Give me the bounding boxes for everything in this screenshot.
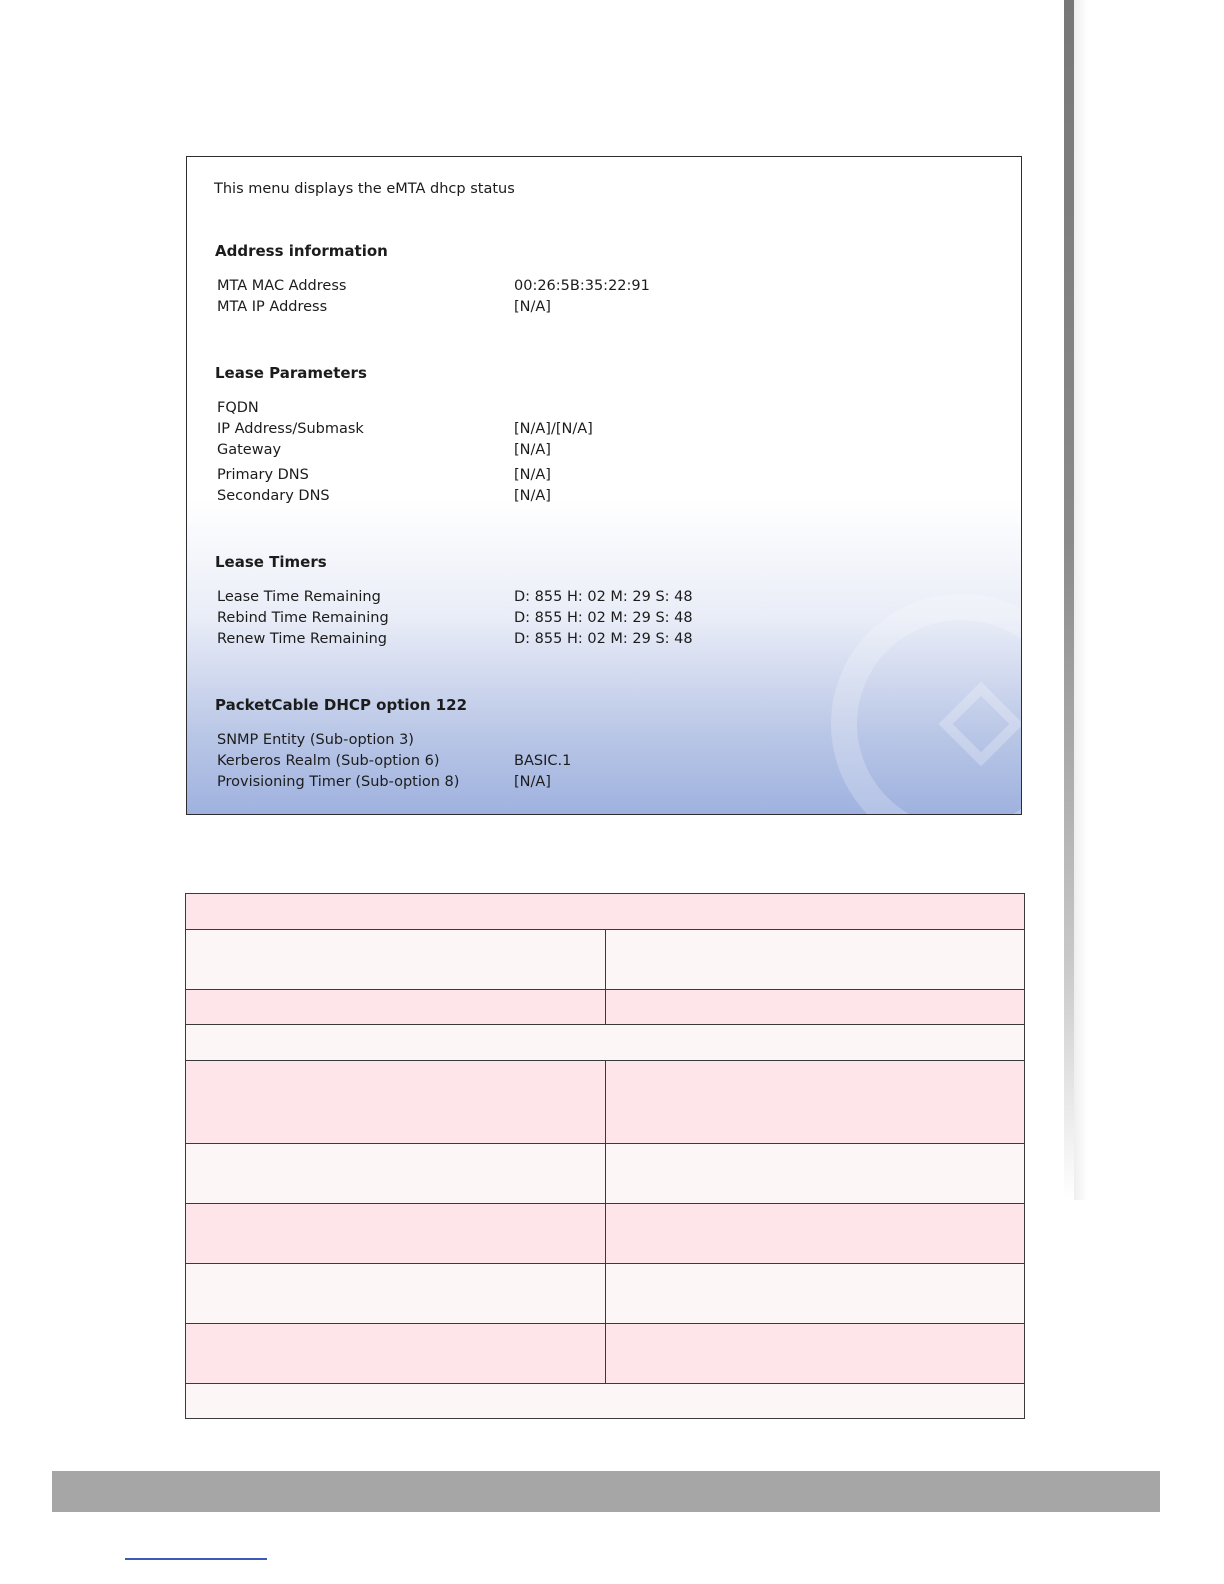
value-gateway: [N/A] bbox=[514, 442, 551, 458]
label-ip-submask: IP Address/Submask bbox=[217, 421, 364, 437]
label-kerberos-realm: Kerberos Realm (Sub-option 6) bbox=[217, 753, 440, 769]
label-renew-time: Renew Time Remaining bbox=[217, 631, 388, 647]
value-mta-ip: [N/A] bbox=[514, 299, 551, 315]
table-cell bbox=[605, 1204, 1025, 1264]
table-row bbox=[186, 1144, 1025, 1204]
value-rebind-time: D: 855 H: 02 M: 29 S: 48 bbox=[514, 610, 693, 626]
table-row bbox=[186, 1324, 1025, 1384]
label-provisioning-timer: Provisioning Timer (Sub-option 8) bbox=[217, 774, 460, 790]
table-cell bbox=[605, 1264, 1025, 1324]
table-cell bbox=[186, 1264, 606, 1324]
value-mta-mac: 00:26:5B:35:22:91 bbox=[514, 278, 650, 294]
value-ip-submask: [N/A]/[N/A] bbox=[514, 421, 593, 437]
table-row bbox=[186, 1025, 1025, 1061]
value-provisioning-timer: [N/A] bbox=[514, 774, 551, 790]
table-cell bbox=[605, 1144, 1025, 1204]
table-row bbox=[186, 894, 1025, 930]
table-cell bbox=[186, 930, 606, 990]
footer-bar bbox=[52, 1471, 1160, 1512]
table-row bbox=[186, 1061, 1025, 1144]
table-cell bbox=[186, 1204, 606, 1264]
table-row bbox=[186, 990, 1025, 1025]
emta-dhcp-status-screenshot bbox=[186, 156, 1022, 815]
side-rule bbox=[1064, 0, 1074, 1200]
label-snmp-entity: SNMP Entity (Sub-option 3) bbox=[217, 732, 414, 748]
side-rule-shadow bbox=[1074, 0, 1088, 1200]
value-secondary-dns: [N/A] bbox=[514, 488, 551, 504]
table-cell bbox=[605, 930, 1025, 990]
label-lease-time: Lease Time Remaining bbox=[217, 589, 381, 605]
footer-link-underline[interactable] bbox=[125, 1558, 267, 1560]
label-fqdn: FQDN bbox=[217, 400, 259, 416]
section-heading-address: Address information bbox=[215, 242, 388, 260]
label-primary-dns: Primary DNS bbox=[217, 467, 309, 483]
intro-text: This menu displays the eMTA dhcp status bbox=[214, 181, 515, 197]
label-rebind-time: Rebind Time Remaining bbox=[217, 610, 389, 626]
table-row bbox=[186, 1204, 1025, 1264]
label-secondary-dns: Secondary DNS bbox=[217, 488, 330, 504]
table-cell bbox=[186, 1324, 606, 1384]
section-heading-lease-params: Lease Parameters bbox=[215, 364, 367, 382]
value-kerberos-realm: BASIC.1 bbox=[514, 753, 572, 769]
value-lease-time: D: 855 H: 02 M: 29 S: 48 bbox=[514, 589, 693, 605]
table-row bbox=[186, 1264, 1025, 1324]
value-renew-time: D: 855 H: 02 M: 29 S: 48 bbox=[514, 631, 693, 647]
table-cell bbox=[605, 1061, 1025, 1144]
section-heading-packetcable: PacketCable DHCP option 122 bbox=[215, 696, 468, 714]
label-mta-mac: MTA MAC Address bbox=[217, 278, 347, 294]
value-primary-dns: [N/A] bbox=[514, 467, 551, 483]
table-row bbox=[186, 930, 1025, 990]
table-cell bbox=[605, 1324, 1025, 1384]
description-table bbox=[185, 893, 1025, 1419]
table-cell bbox=[605, 990, 1025, 1025]
table-cell bbox=[186, 990, 606, 1025]
table-cell bbox=[186, 1144, 606, 1204]
label-mta-ip: MTA IP Address bbox=[217, 299, 328, 315]
table-cell bbox=[186, 1384, 1025, 1419]
table-cell bbox=[186, 1061, 606, 1144]
table-row bbox=[186, 1384, 1025, 1419]
section-heading-lease-timers: Lease Timers bbox=[215, 553, 327, 571]
label-gateway: Gateway bbox=[217, 442, 282, 458]
table-cell bbox=[186, 1025, 1025, 1061]
table-cell bbox=[186, 894, 1025, 930]
